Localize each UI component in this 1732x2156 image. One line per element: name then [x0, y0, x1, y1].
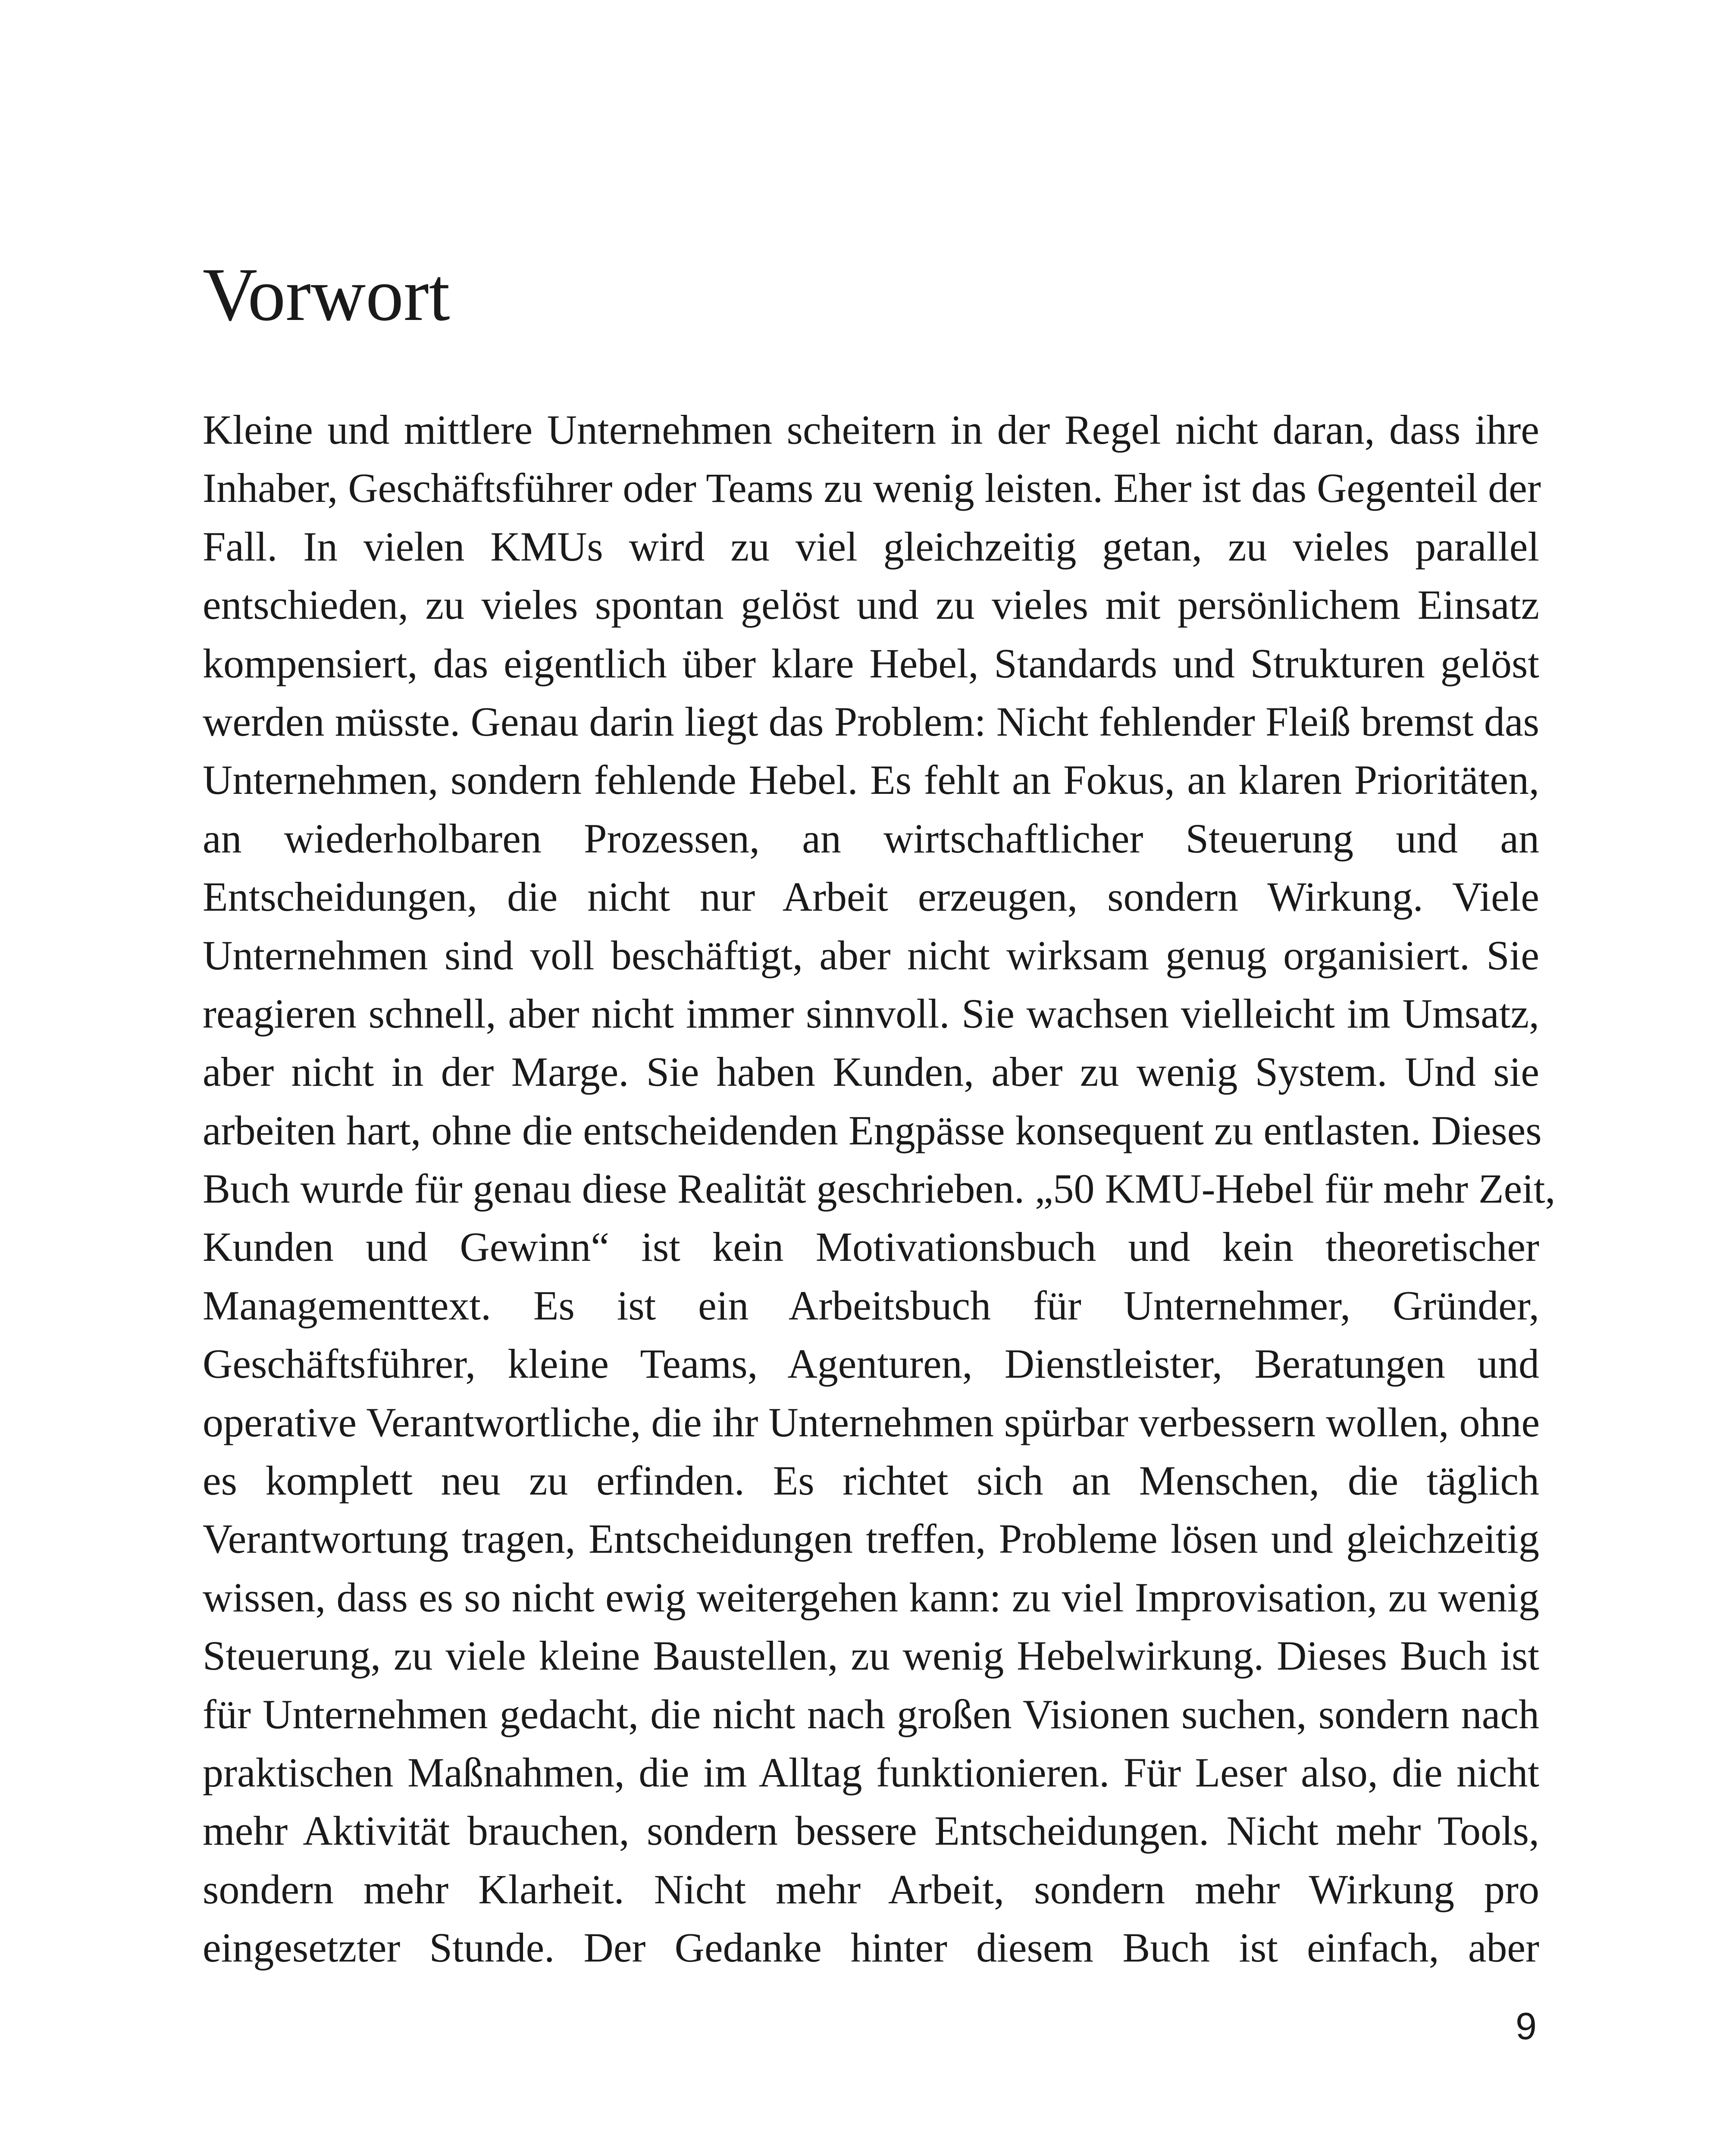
text-line: Steuerung, zu viele kleine Baustellen, zu wenig Hebelwirkung. Dieses Buch ist [203, 1633, 1539, 1679]
text-line: Managementtext. Es ist ein Arbeitsbuch für Unternehmer, Gründer, [203, 1282, 1539, 1329]
text-line: aber nicht in der Marge. Sie haben Kunden, aber zu wenig System. Und sie [203, 1049, 1539, 1095]
text-line: Unternehmen sind voll beschäftigt, aber nicht wirksam genug organisiert. Sie [203, 932, 1539, 978]
text-line: wissen, dass es so nicht ewig weitergehen kann: zu viel Improvisation, zu wenig [203, 1574, 1539, 1620]
text-line: reagieren schnell, aber nicht immer sinnvoll. Sie wachsen vielleicht im Umsatz, [203, 990, 1539, 1037]
text-line: arbeiten hart, ohne die entscheidenden Engpässe konsequent zu entlasten. Dieses [203, 1107, 1542, 1153]
chapter-title: Vorwort [203, 253, 450, 337]
text-line: Unternehmen, sondern fehlende Hebel. Es fehlt an Fokus, an klaren Prioritäten, [203, 757, 1539, 803]
text-line: sondern mehr Klarheit. Nicht mehr Arbeit, sondern mehr Wirkung pro [203, 1866, 1539, 1912]
text-line: entschieden, zu vieles spontan gelöst und zu vieles mit persönlichem Einsatz [203, 582, 1539, 628]
text-line: mehr Aktivität brauchen, sondern bessere Entscheidungen. Nicht mehr Tools, [203, 1808, 1539, 1854]
text-line: Verantwortung tragen, Entscheidungen treffen, Probleme lösen und gleichzeitig [203, 1516, 1539, 1562]
text-line: operative Verantwortliche, die ihr Unternehmen spürbar verbessern wollen, ohne [203, 1399, 1540, 1445]
text-line: eingesetzter Stunde. Der Gedanke hinter diesem Buch ist einfach, aber [203, 1924, 1539, 1971]
text-line: kompensiert, das eigentlich über klare Hebel, Standards und Strukturen gelöst [203, 640, 1539, 686]
text-line: für Unternehmen gedacht, die nicht nach großen Visionen suchen, sondern nach [203, 1691, 1539, 1737]
text-line: Kleine und mittlere Unternehmen scheitern in der Regel nicht daran, dass ihre [203, 407, 1539, 453]
text-line: Entscheidungen, die nicht nur Arbeit erzeugen, sondern Wirkung. Viele [203, 874, 1539, 920]
text-line: Buch wurde für genau diese Realität geschrieben. „50 KMU-Hebel für mehr Zeit, [203, 1166, 1556, 1212]
body-paragraph [203, 401, 1556, 1977]
text-line: an wiederholbaren Prozessen, an wirtschaftlicher Steuerung und an [203, 815, 1539, 862]
text-line: praktischen Maßnahmen, die im Alltag funktionieren. Für Leser also, die nicht [203, 1749, 1539, 1796]
page-number: 9 [1516, 2005, 1537, 2047]
text-line: es komplett neu zu erfinden. Es richtet sich an Menschen, die täglich [203, 1457, 1539, 1504]
text-line: Fall. In vielen KMUs wird zu viel gleichzeitig getan, zu vieles parallel [203, 523, 1539, 570]
text-line: Kunden und Gewinn“ ist kein Motivationsbuch und kein theoretischer [203, 1224, 1539, 1270]
text-line: werden müsste. Genau darin liegt das Problem: Nicht fehlender Fleiß bremst das [203, 698, 1539, 745]
text-line: Inhaber, Geschäftsführer oder Teams zu wenig leisten. Eher ist das Gegenteil der [203, 465, 1541, 511]
text-line: Geschäftsführer, kleine Teams, Agenturen, Dienstleister, Beratungen und [203, 1341, 1539, 1387]
